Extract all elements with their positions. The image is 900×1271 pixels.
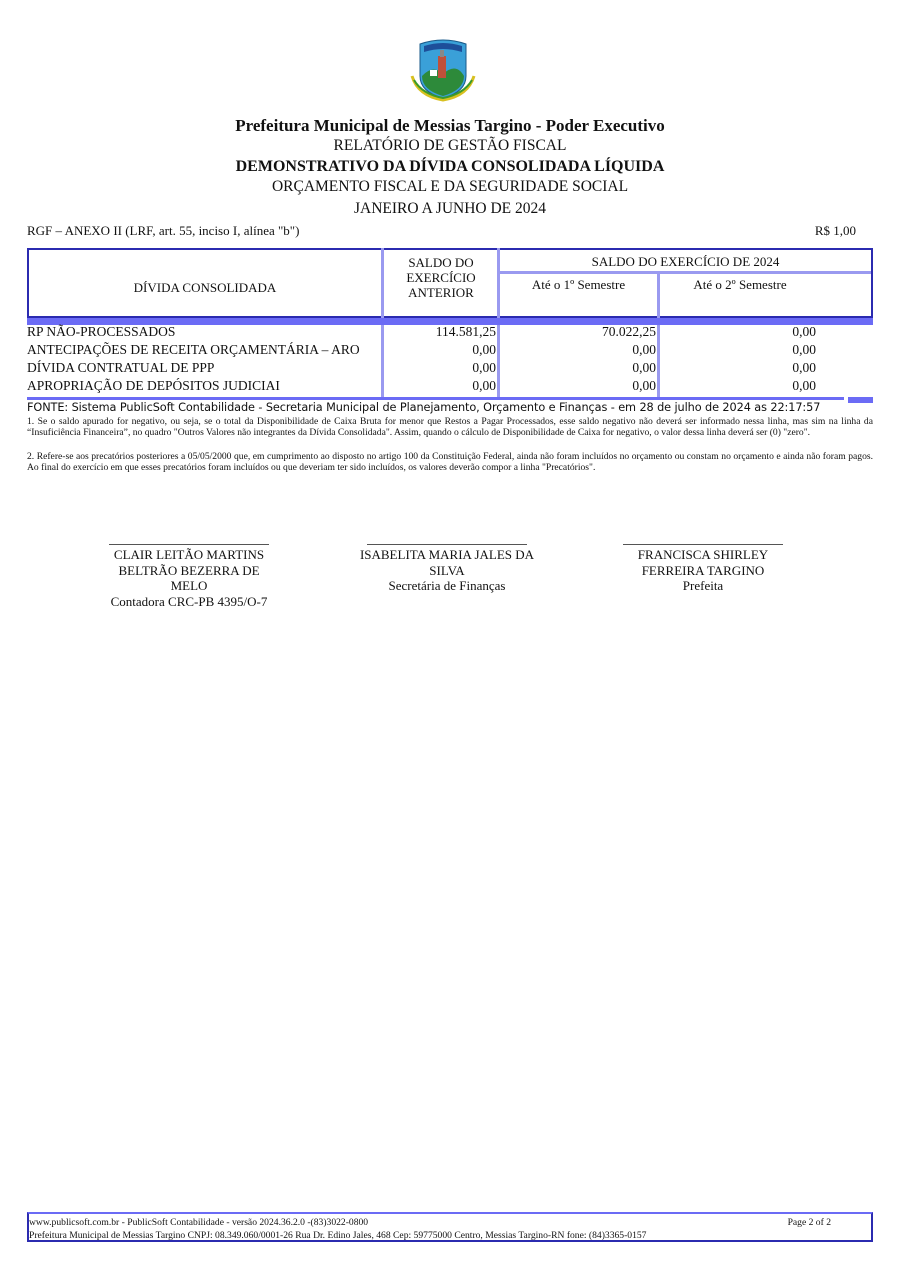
entity-name: Prefeitura Municipal de Messias Targino - Poder Executivo [235, 116, 665, 135]
value-sem2: 0,00 [792, 378, 816, 393]
signature-line [109, 544, 269, 545]
value-sem1: 0,00 [632, 360, 656, 375]
signature-line [623, 544, 783, 545]
table-bottom-bar [848, 397, 873, 403]
value-anterior: 114.581,25 [435, 324, 496, 339]
table-row [27, 378, 873, 396]
signature-line [367, 544, 527, 545]
signer-name: FRANCISCA SHIRLEY FERREIRA TARGINO [637, 547, 769, 578]
col-header-sem1: Até o 1º Semestre [531, 277, 626, 292]
value-sem1: 0,00 [632, 342, 656, 357]
signature-block [613, 544, 793, 594]
report-subtitle: ORÇAMENTO FISCAL E DA SEGURIDADE SOCIAL [271, 178, 629, 195]
note-1: 1. Se o saldo apurado for negativo, ou seja, se o total da Disponibilidade de Caixa Bruta for menor que Restos a Pagar Processados, esse saldo negativo não deverá ser informado nessa linha, mas sim na linha da “Insuficiência Financeira”, no quadro "Outros Valores não integrantes da Dívida Consolidada". Assim, quando o cálculo de Disponibilidade de Caixa for negativo, o valor dessa linha deverá ser (0) "zero". [27, 416, 873, 438]
col-header-divida: DÍVIDA CONSOLIDADA [133, 280, 277, 295]
table-row [27, 360, 873, 378]
report-title: DEMONSTRATIVO DA DÍVIDA CONSOLIDADA LÍQUIDA [235, 158, 665, 175]
value-sem2: 0,00 [792, 342, 816, 357]
value-anterior: 0,00 [472, 378, 496, 393]
footer-software: www.publicsoft.com.br - PublicSoft Contabilidade - versão 2024.36.2.0 -(83)3022-0800 [29, 1217, 369, 1228]
note-2: 2. Refere-se aos precatórios posteriores a 05/05/2000 que, em cumprimento ao disposto no artigo 100 da Constituição Federal, ainda não foram incluídos no orçamento ou constam no orçamento e ainda não foram pagos. Ao final do exercício em que esses precatórios foram incluídos ou que deveriam ter sido incluídos, os valores deverão compor a linha "Precatórios". [27, 451, 873, 473]
signer-role: Secretária de Finanças [388, 578, 506, 593]
value-anterior: 0,00 [472, 342, 496, 357]
value-sem1: 0,00 [632, 378, 656, 393]
footer-address: Prefeitura Municipal de Messias Targino CNPJ: 08.349.060/0001-26 Rua Dr. Edino Jales, 468 Cep: 59775000 Centro, Messias Targino-RN fone: (84)3365-0157 [29, 1230, 647, 1241]
value-anterior: 0,00 [472, 360, 496, 375]
row-label: RP NÃO-PROCESSADOS [27, 324, 176, 339]
coat-of-arms-logo [408, 36, 478, 102]
value-sem1: 70.022,25 [602, 324, 656, 339]
signature-block [357, 544, 537, 594]
signature-block [99, 544, 279, 609]
row-label: ANTECIPAÇÕES DE RECEITA ORÇAMENTÁRIA – ARO [27, 342, 360, 357]
page-number: Page 2 of 2 [787, 1217, 831, 1228]
currency-unit: R$ 1,00 [814, 223, 856, 238]
signer-name: ISABELITA MARIA JALES DA SILVA [359, 547, 535, 578]
source-line: FONTE: Sistema PublicSoft Contabilidade - Secretaria Municipal de Planejamento, Orçamento e Finanças - em 28 de julho de 2024 as 22:17:57 [27, 401, 821, 414]
report-period: JANEIRO A JUNHO DE 2024 [353, 200, 547, 217]
value-sem2: 0,00 [792, 324, 816, 339]
signer-role: Prefeita [682, 578, 724, 593]
row-label: DÍVIDA CONTRATUAL DE PPP [27, 360, 215, 375]
table-row [27, 324, 873, 342]
table-row [27, 342, 873, 360]
table-bottom-bar [27, 397, 844, 400]
col-header-sem2: Até o 2º Semestre [693, 277, 787, 292]
value-sem2: 0,00 [792, 360, 816, 375]
signer-name: CLAIR LEITÃO MARTINS BELTRÃO BEZERRA DE MELO [113, 547, 265, 593]
signer-role: Contadora CRC-PB 4395/O-7 [110, 593, 268, 609]
column-divider [381, 248, 384, 318]
col-header-anterior: SALDO DO EXERCÍCIO ANTERIOR [406, 255, 476, 300]
header-divider [499, 271, 871, 274]
report-name: RELATÓRIO DE GESTÃO FISCAL [333, 137, 567, 154]
annex-label: RGF – ANEXO II (LRF, art. 55, inciso I, alínea "b") [27, 223, 300, 238]
row-label: APROPRIAÇÃO DE DEPÓSITOS JUDICIAI [27, 378, 280, 393]
col-header-group: SALDO DO EXERCÍCIO DE 2024 [591, 254, 780, 269]
page-footer [27, 1212, 873, 1242]
